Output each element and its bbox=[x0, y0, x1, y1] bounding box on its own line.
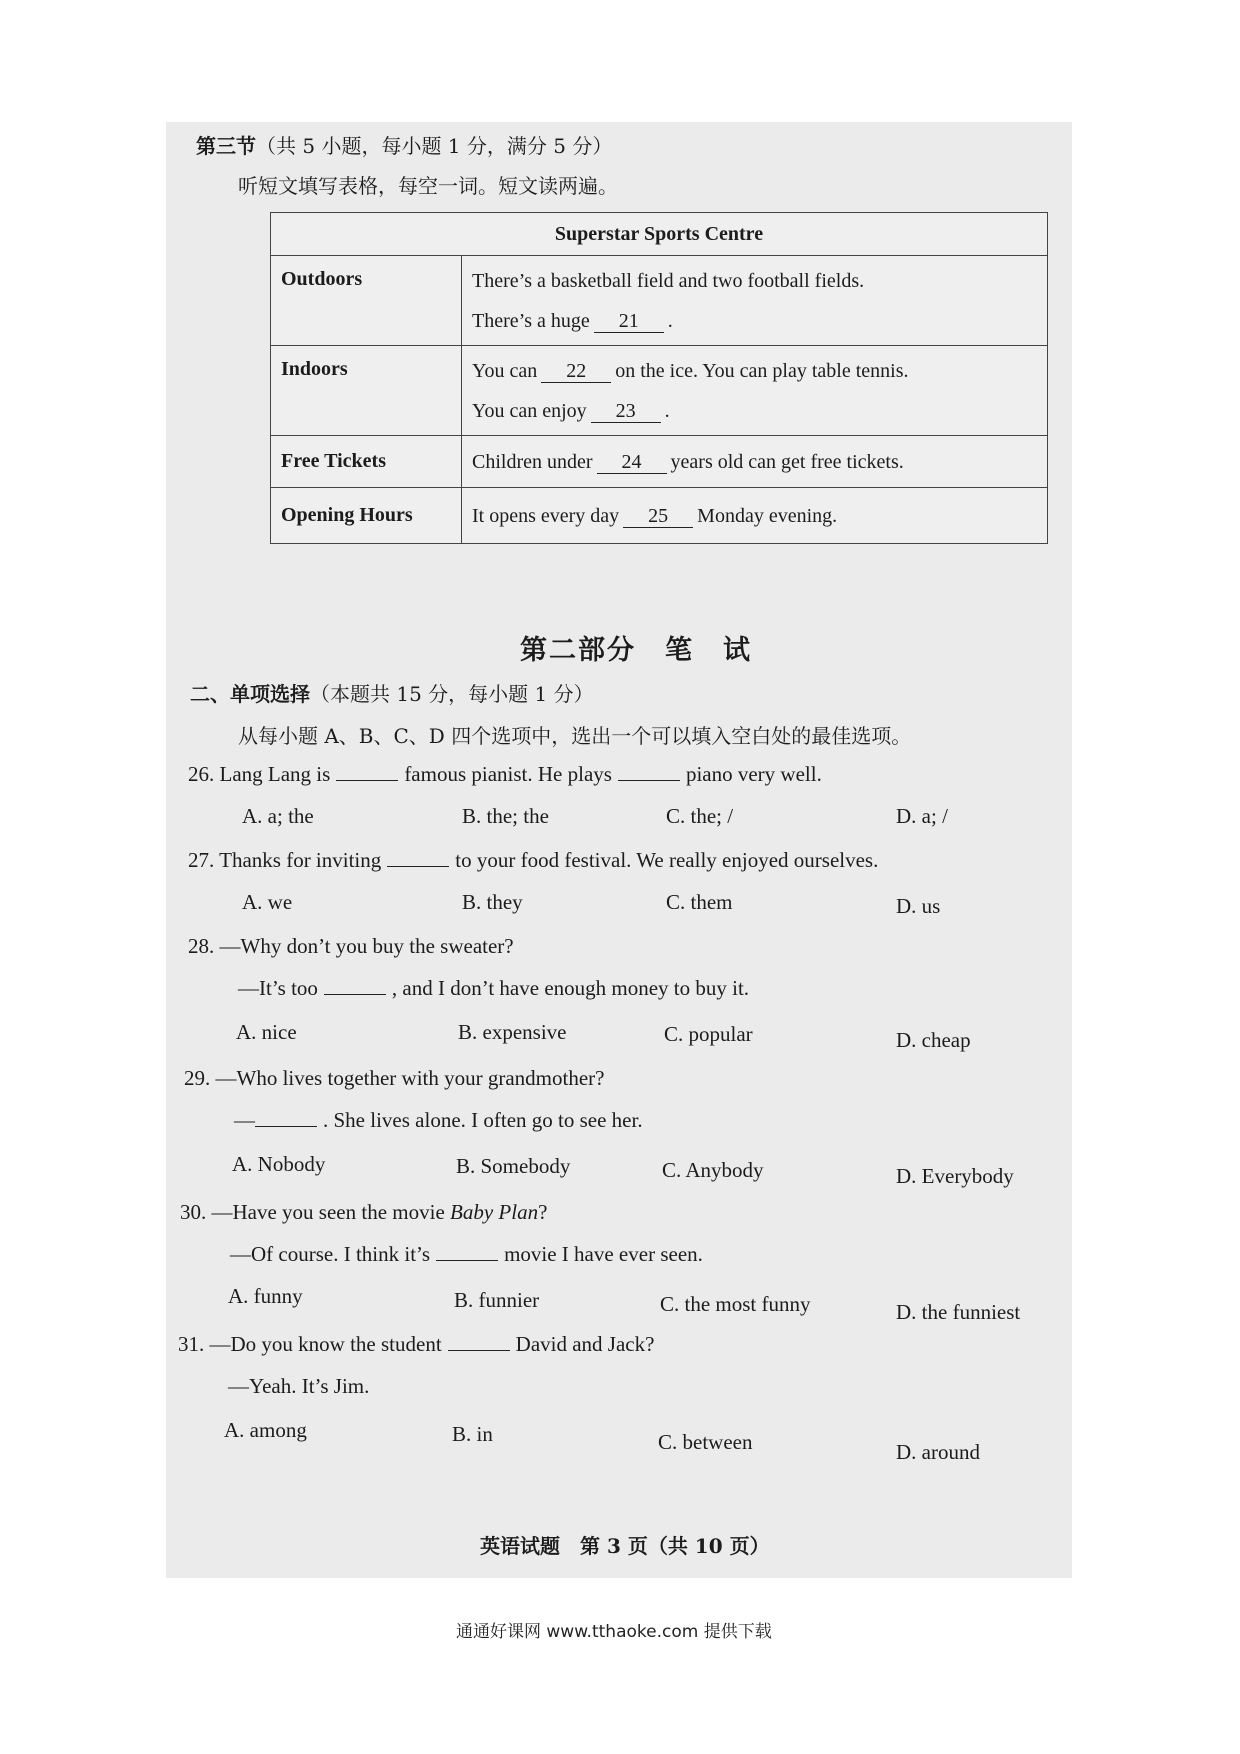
row-label: Opening Hours bbox=[271, 488, 462, 544]
question-number: 29. bbox=[184, 1066, 211, 1090]
table-row-outdoors bbox=[271, 256, 1048, 346]
option: C. the; / bbox=[666, 804, 734, 828]
text-segment: Monday evening. bbox=[697, 504, 838, 527]
text-segment: —Who lives together with your grandmother? bbox=[215, 1066, 605, 1090]
answer-blank-22: 22 bbox=[541, 360, 611, 383]
text-segment: . bbox=[667, 309, 673, 332]
answer-blank bbox=[448, 1336, 510, 1351]
section-2-header bbox=[190, 678, 594, 707]
option: A. a; the bbox=[242, 804, 314, 828]
option: B. Somebody bbox=[456, 1154, 571, 1178]
table-heading: Superstar Sports Centre bbox=[271, 213, 1048, 256]
question-31-line-2: —Yeah. It’s Jim. bbox=[228, 1374, 370, 1398]
text-segment: Thanks for inviting bbox=[219, 848, 382, 872]
section-3-instruction: 听短文填写表格，每空一词。短文读两遍。 bbox=[238, 174, 618, 198]
answer-blank bbox=[387, 852, 449, 867]
question-29-line-2 bbox=[234, 1108, 643, 1133]
section-3-title: 第三节 bbox=[196, 134, 256, 158]
option: C. popular bbox=[664, 1022, 753, 1046]
option: A. we bbox=[242, 890, 293, 914]
answer-blank bbox=[436, 1246, 498, 1261]
text-segment: piano very well. bbox=[685, 762, 822, 786]
row-label: Indoors bbox=[271, 346, 462, 436]
option: B. funnier bbox=[454, 1288, 540, 1312]
exam-page bbox=[166, 122, 1072, 1578]
text-segment: There’s a huge bbox=[472, 309, 590, 332]
row-line bbox=[472, 301, 1037, 341]
option: B. expensive bbox=[458, 1020, 567, 1044]
answer-blank bbox=[324, 980, 386, 995]
text-segment: You can bbox=[472, 359, 538, 382]
answer-blank-24: 24 bbox=[597, 451, 667, 474]
option: A. Nobody bbox=[232, 1152, 326, 1176]
option: C. them bbox=[666, 890, 733, 914]
row-content bbox=[462, 436, 1048, 488]
text-segment: You can enjoy bbox=[472, 399, 587, 422]
answer-blank bbox=[618, 766, 680, 781]
option: C. the most funny bbox=[660, 1292, 811, 1316]
option: D. Everybody bbox=[896, 1164, 1014, 1188]
part-2-title: 第二部分 笔 试 bbox=[520, 635, 752, 666]
section-2-note: （本题共 15 分，每小题 1 分） bbox=[310, 682, 594, 706]
text-segment: ? bbox=[538, 1200, 548, 1224]
option: D. a; / bbox=[896, 804, 948, 828]
question-31 bbox=[178, 1332, 654, 1357]
row-label: Outdoors bbox=[271, 256, 462, 346]
text-segment: , and I don’t have enough money to buy it. bbox=[391, 976, 750, 1000]
text-segment: David and Jack? bbox=[515, 1332, 655, 1356]
row-line bbox=[472, 442, 1037, 482]
answer-blank-21: 21 bbox=[594, 310, 664, 333]
row-content bbox=[462, 488, 1048, 544]
question-30-line-2 bbox=[230, 1242, 703, 1267]
text-segment: Lang Lang is bbox=[219, 762, 331, 786]
option: C. between bbox=[658, 1430, 753, 1454]
table-row-indoors bbox=[271, 346, 1048, 436]
text-segment: Children under bbox=[472, 450, 593, 473]
option: B. in bbox=[452, 1422, 493, 1446]
row-line bbox=[472, 391, 1037, 431]
row-content bbox=[462, 346, 1048, 436]
option: A. funny bbox=[228, 1284, 303, 1308]
text-segment: —Do you know the student bbox=[209, 1332, 442, 1356]
option: D. around bbox=[896, 1440, 980, 1464]
text-segment: movie I have ever seen. bbox=[504, 1242, 703, 1266]
answer-blank bbox=[336, 766, 398, 781]
download-watermark: 通通好课网 www.tthaoke.com 提供下载 bbox=[456, 1622, 772, 1642]
option: A. nice bbox=[236, 1020, 297, 1044]
text-segment: years old can get free tickets. bbox=[670, 450, 904, 473]
question-number: 27. bbox=[188, 848, 215, 872]
question-28 bbox=[188, 934, 514, 959]
text-segment: to your food festival. We really enjoyed ourselves. bbox=[455, 848, 879, 872]
page-footer: 英语试题 第 3 页（共 10 页） bbox=[480, 1534, 770, 1558]
answer-blank-25: 25 bbox=[623, 505, 693, 528]
option: B. the; the bbox=[462, 804, 549, 828]
row-line bbox=[472, 351, 1037, 391]
question-29 bbox=[184, 1066, 604, 1091]
answer-blank-23: 23 bbox=[591, 400, 661, 423]
row-line: There’s a basketball field and two football fields. bbox=[472, 269, 865, 292]
question-number: 31. bbox=[178, 1332, 205, 1356]
text-segment: — bbox=[234, 1108, 255, 1132]
section-3-header bbox=[196, 130, 612, 159]
section-2-instruction: 从每小题 A、B、C、D 四个选项中，选出一个可以填入空白处的最佳选项。 bbox=[238, 724, 912, 748]
text-segment: —It’s too bbox=[238, 976, 318, 1000]
table-heading-row bbox=[271, 213, 1048, 256]
question-number: 28. bbox=[188, 934, 215, 958]
option: C. Anybody bbox=[662, 1158, 764, 1182]
row-line bbox=[472, 496, 1037, 536]
table-row-free-tickets bbox=[271, 436, 1048, 488]
option: D. cheap bbox=[896, 1028, 971, 1052]
listening-table bbox=[270, 212, 1048, 544]
option: D. us bbox=[896, 894, 941, 918]
row-content bbox=[462, 256, 1048, 346]
text-segment: . bbox=[664, 399, 670, 422]
question-number: 30. bbox=[180, 1200, 207, 1224]
option: B. they bbox=[462, 890, 523, 914]
section-3-note: （共 5 小题，每小题 1 分，满分 5 分） bbox=[256, 134, 613, 158]
question-30 bbox=[180, 1200, 547, 1225]
question-number: 26. bbox=[188, 762, 215, 786]
question-27 bbox=[188, 848, 878, 873]
text-segment: famous pianist. He plays bbox=[404, 762, 612, 786]
option: D. the funniest bbox=[896, 1300, 1021, 1324]
option: A. among bbox=[224, 1418, 307, 1442]
text-segment: —Of course. I think it’s bbox=[230, 1242, 431, 1266]
text-segment: It opens every day bbox=[472, 504, 620, 527]
answer-blank bbox=[255, 1112, 317, 1127]
movie-title: Baby Plan bbox=[450, 1200, 539, 1224]
text-segment: —Have you seen the movie bbox=[211, 1200, 451, 1224]
text-segment: on the ice. You can play table tennis. bbox=[615, 359, 909, 382]
question-26 bbox=[188, 762, 822, 787]
table-row-opening-hours bbox=[271, 488, 1048, 544]
row-label: Free Tickets bbox=[271, 436, 462, 488]
text-segment: —Why don’t you buy the sweater? bbox=[219, 934, 514, 958]
section-2-title: 二、单项选择 bbox=[190, 682, 310, 706]
text-segment: . She lives alone. I often go to see her. bbox=[323, 1108, 643, 1132]
question-28-line-2 bbox=[238, 976, 749, 1001]
